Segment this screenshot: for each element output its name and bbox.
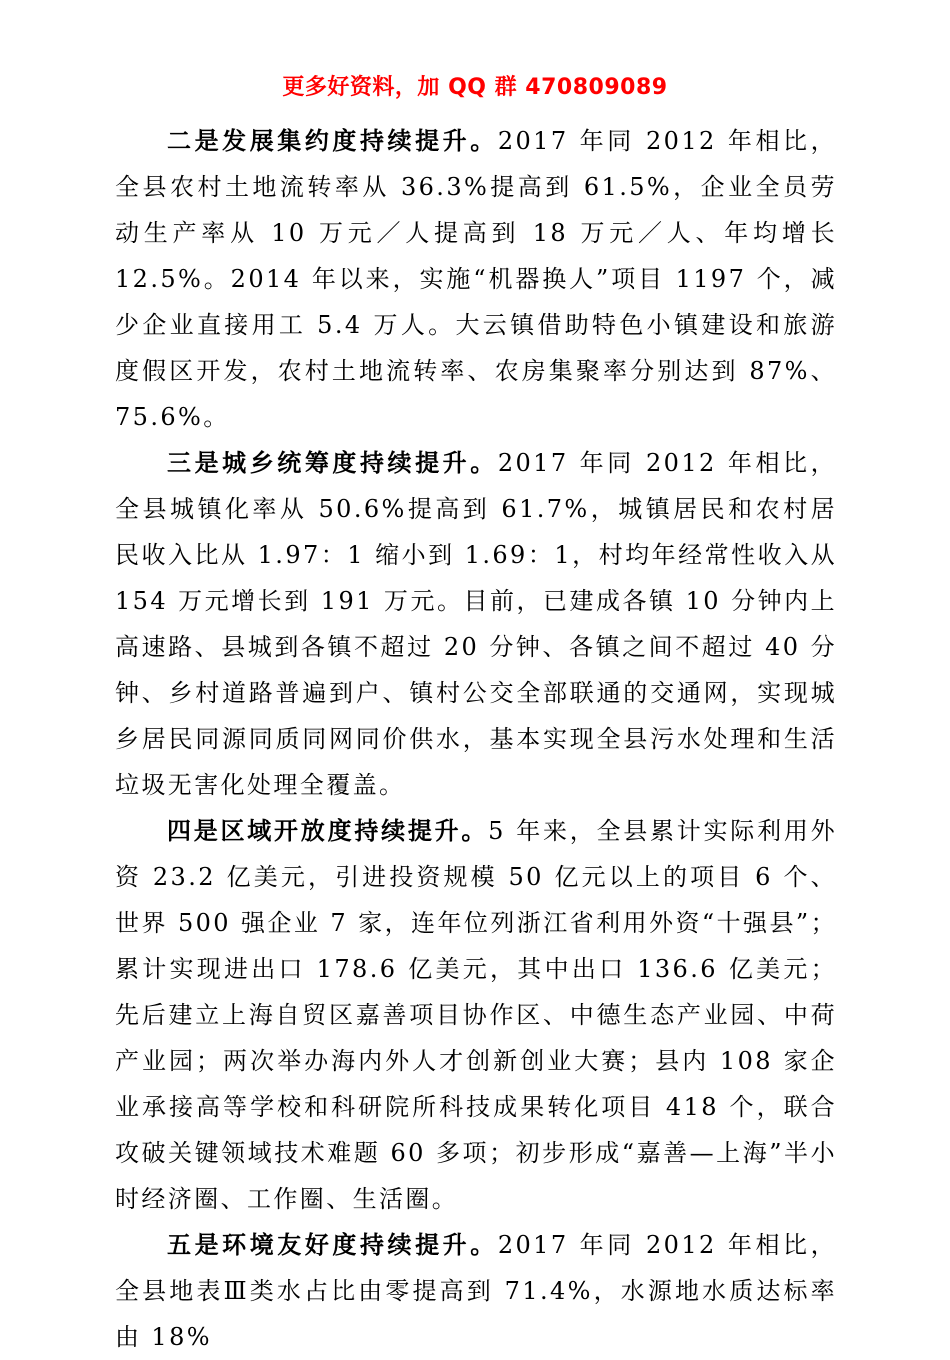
paragraph-text: 2017 年同 2012 年相比，全县城镇化率从 50.6%提高到 61.7%，城镇居民和农村居民收入比从 1.97：1 缩小到 1.69：1，村均年经常性收入从 154 万元增长到 191 万元。目前，已建成各镇 10 分钟内上高速路、县城到各镇不超过 20 分钟、各镇之间不超过 40 分钟、乡村道路普遍到户、镇村公交全部联通的交通网，实现城乡居民同源同质同网同价供水，基本实现全县污水处理和生活垃圾无害化处理全覆盖。 — [115, 449, 837, 799]
document-body — [115, 118, 837, 1360]
paragraph-lead: 二是发展集约度持续提升。 — [167, 127, 498, 155]
paragraph-development-intensity — [115, 118, 837, 440]
promo-banner: 更多好资料，加 QQ 群 470809089 — [282, 75, 668, 100]
paragraph-lead: 五是环境友好度持续提升。 — [167, 1231, 498, 1259]
paragraph-urban-rural — [115, 440, 837, 808]
paragraph-lead: 三是城乡统筹度持续提升。 — [167, 449, 498, 477]
paragraph-lead: 四是区域开放度持续提升。 — [167, 817, 489, 845]
paragraph-environment — [115, 1222, 837, 1360]
paragraph-text: 5 年来，全县累计实际利用外资 23.2 亿美元，引进投资规模 50 亿元以上的项目 6 个、世界 500 强企业 7 家，连年位列浙江省利用外资“十强县”；累计实现进出口 178.6 亿美元，其中出口 136.6 亿美元；先后建立上海自贸区嘉善项目协作区、中德生态产业园、中荷产业园；两次举办海内外人才创新创业大赛；县内 108 家企业承接高等学校和科研院所科技成果转化项目 418 个，联合攻破关键领域技术难题 60 多项；初步形成“嘉善—上海”半小时经济圈、工作圈、生活圈。 — [115, 817, 837, 1213]
paragraph-text: 2017 年同 2012 年相比，全县农村土地流转率从 36.3%提高到 61.5%，企业全员劳动生产率从 10 万元／人提高到 18 万元／人、年均增长 12.5%。2014 年以来，实施“机器换人”项目 1197 个，减少企业直接用工 5.4 万人。大云镇借助特色小镇建设和旅游度假区开发，农村土地流转率、农房集聚率分别达到 87%、75.6%。 — [115, 127, 837, 431]
paragraph-text: 2017 年同 2012 年相比，全县地表Ⅲ类水占比由零提高到 71.4%，水源地水质达标率由 18% — [115, 1231, 837, 1351]
paragraph-openness — [115, 808, 837, 1222]
